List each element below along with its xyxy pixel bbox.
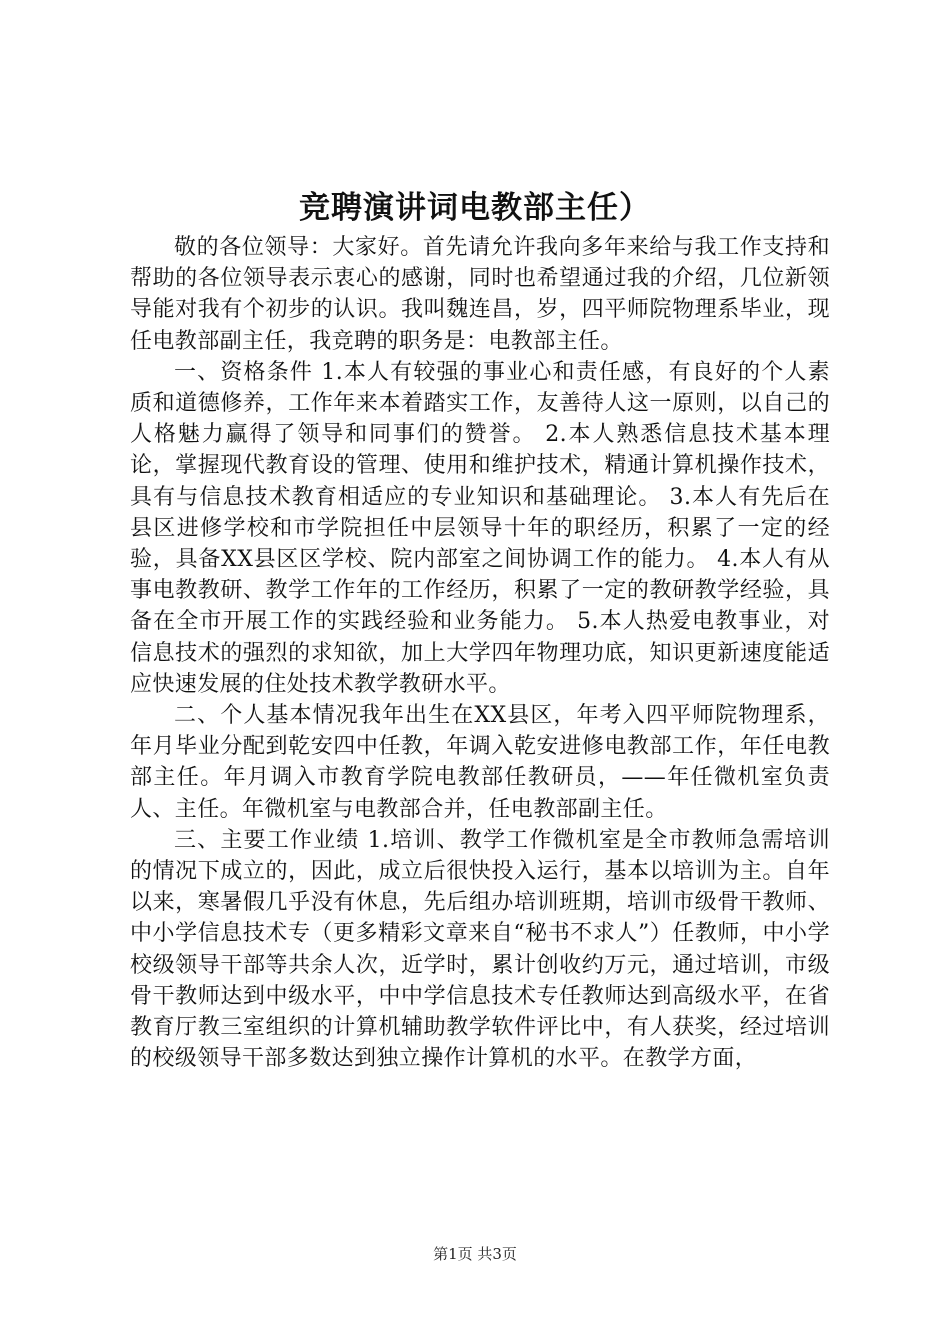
page-number-footer: 第1页 共3页 xyxy=(433,1245,517,1263)
paragraph-greeting: 敬的各位领导：大家好。首先请允许我向多年来给与我工作支持和帮助的各位领导表示衷心的感谢，同时也希望通过我的介绍，几位新领导能对我有个初步的认识。我叫魏连昌，岁，四平师院物理系毕业，现任电教部副主任，我竞聘的职务是：电教部主任。 xyxy=(130,235,830,354)
paragraph-qualifications: 一、资格条件 1.本人有较强的事业心和责任感，有良好的个人素质和道德修养，工作年来本着踏实工作，友善待人这一原则，以自己的人格魅力赢得了领导和同事们的赞誉。 2.本人熟悉信息技术基本理论，掌握现代教育设的管理、使用和维护技术，精通计算机操作技术，具有与信息技术教育相适应的专业知识和基础理论。 3.本人有先后在县区进修学校和市学院担任中层领导十年的职经历，积累了一定的经验，具备XX县区区学校、院内部室之间协调工作的能力。 4.本人有从事电教教研、教学工作年的工作经历，积累了一定的教研教学经验，具备在全市开展工作的实践经验和业务能力。 5.本人热爱电教事业，对信息技术的强烈的求知欲，加上大学四年物理功底，知识更新速度能适应快速发展的住处技术教学教研水平。 xyxy=(130,359,830,697)
paragraph-personal-info: 二、个人基本情况我年出生在XX县区，年考入四平师院物理系，年月毕业分配到乾安四中任教，年调入乾安进修电教部工作，年任电教部主任。年月调入市教育学院电教部任教研员，——年任微机室负责人、主任。年微机室与电教部合并，任电教部副主任。 xyxy=(130,703,830,822)
paragraph-achievements: 三、主要工作业绩 1.培训、教学工作微机室是全市教师急需培训的情况下成立的，因此，成立后很快投入运行，基本以培训为主。自年以来，寒暑假几乎没有休息，先后组办培训班期，培训市级骨干教师、中小学信息技术专（更多精彩文章来自“秘书不求人”）任教师，中小学校级领导干部等共余人次，近学时，累计创收约万元，通过培训，市级骨干教师达到中级水平，中中学信息技术专任教师达到高级水平，在省教育厅教三室组织的计算机辅助教学软件评比中，有人获奖，经过培训的校级领导干部多数达到独立操作计算机的水平。在教学方面， xyxy=(130,827,830,1072)
document-body xyxy=(130,232,830,1074)
document-title: 竞聘演讲词电教部主任） xyxy=(299,190,651,226)
